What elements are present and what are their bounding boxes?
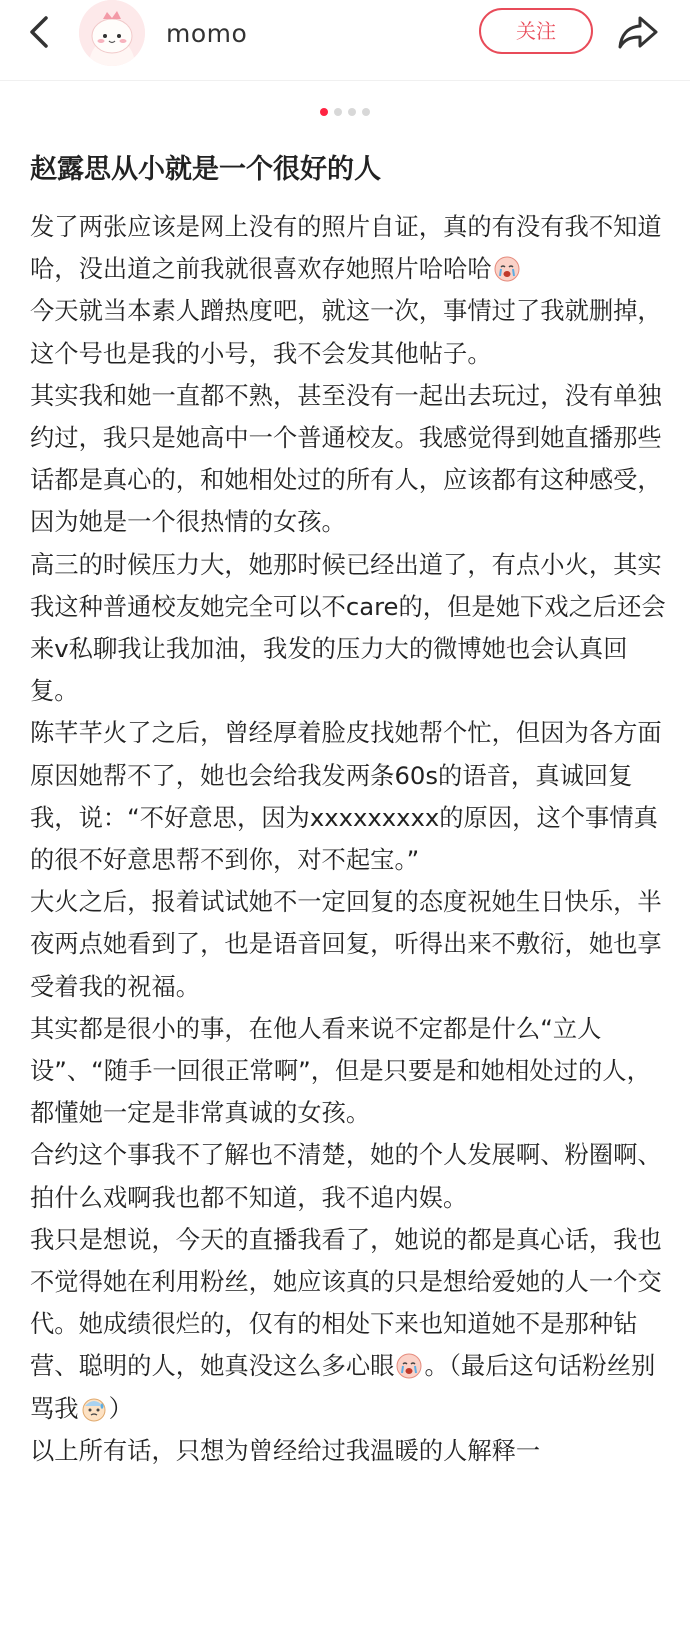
carousel-indicator (0, 108, 690, 118)
post-paragraph: 大火之后，报着试试她不一定回复的态度祝她生日快乐，半夜两点她看到了，也是语音回复，听得出来不敷衍，她也享受着我的祝福。 (30, 887, 662, 1001)
username[interactable]: momo (166, 19, 248, 48)
avatar[interactable] (79, 0, 145, 66)
post-paragraph: 我只是想说，今天的直播我看了，她说的都是真心话，我也不觉得她在利用粉丝，她应该真的只是想给爱她的人一个交代。她成绩很烂的，仅有的相处下来也知道她不是那种钻营、聪明的人，她真没这么多心眼 。（最后这句话粉丝别骂我 ） (30, 1224, 662, 1423)
post-paragraph: 高三的时候压力大，她那时候已经出道了，有点小火，其实我这种普通校友她完全可以不care的，但是她下戏之后还会来v私聊我让我加油，我发的压力大的微博她也会认真回复。 (30, 549, 666, 706)
post-paragraph: 其实都是很小的事，在他人看来说不定都是什么“立人设”、“随手一回很正常啊”，但是只要是和她相处过的人，都懂她一定是非常真诚的女孩。 (30, 1013, 651, 1128)
carousel-dot (348, 108, 356, 116)
avatar-image (79, 0, 145, 66)
sweat-face-icon (81, 1396, 107, 1422)
post-paragraph: 陈芊芊火了之后，曾经厚着脸皮找她帮个忙，但因为各方面原因她帮不了，她也会给我发两条60s的语音，真诚回复我，说：“不好意思，因为xxxxxxxxx的原因，这个事情真的很不好意思帮不到你，对不起宝。” (30, 718, 662, 875)
carousel-dot (362, 108, 370, 116)
post-paragraph: 其实我和她一直都不熟，甚至没有一起出去玩过，没有单独约过，我只是她高中一个普通校友。我感觉得到她直播那些话都是真心的，和她相处过的所有人，应该都有这种感受，因为她是一个很热情的女孩。 (30, 380, 662, 537)
post-paragraph: 发了两张应该是网上没有的照片自证，真的有没有我不知道哈，没出道之前我就很喜欢存她照片哈哈哈 (30, 212, 662, 284)
back-button[interactable] (20, 10, 60, 54)
back-arrow-icon (20, 10, 60, 54)
share-icon (616, 12, 660, 52)
carousel-dot (320, 108, 328, 116)
post-title: 赵露思从小就是一个很好的人 (30, 154, 381, 185)
post-paragraph: 合约这个事我不了解也不清楚，她的个人发展啊、粉圈啊、拍什么戏啊我也都不知道，我不追内娱。 (30, 1140, 662, 1212)
share-button[interactable] (616, 12, 660, 52)
post-paragraph: 今天就当本素人蹭热度吧，就这一次，事情过了我就删掉，这个号也是我的小号，我不会发其他帖子。 (30, 296, 662, 368)
crying-face-icon (396, 1353, 422, 1379)
carousel-dot (334, 108, 342, 116)
top-bar (0, 0, 690, 81)
crying-face-icon (494, 256, 520, 282)
follow-button[interactable]: 关注 (479, 8, 593, 54)
post-body (30, 206, 670, 1472)
post-paragraph: 以上所有话，只想为曾经给过我温暖的人解释一 (30, 1435, 541, 1465)
